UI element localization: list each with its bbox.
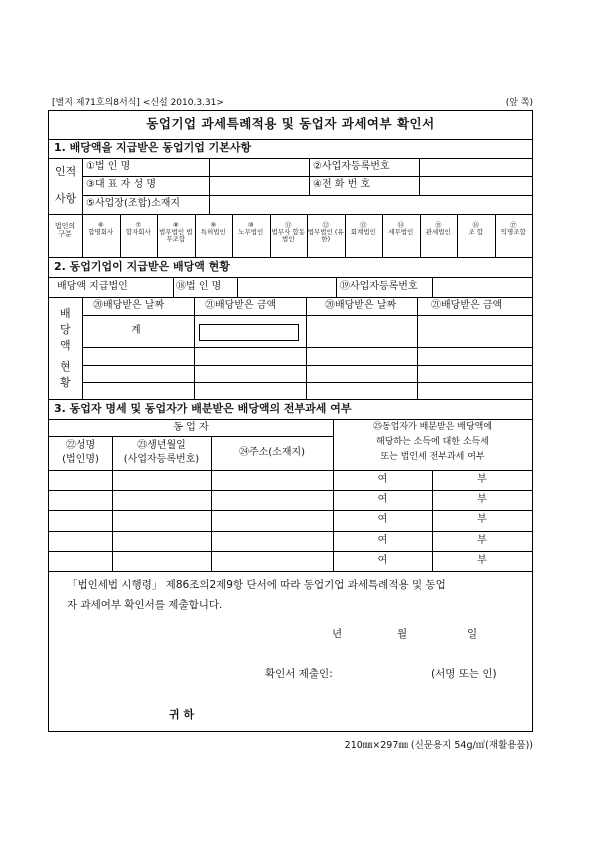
col-dividend-date: ⑳배당받은 날짜 — [93, 300, 165, 311]
corp-type-num: ⑬ — [360, 221, 367, 229]
corp-type-8 — [345, 222, 383, 236]
biz-reg-no-label: ②사업자등록번호 — [313, 161, 390, 172]
section1-heading: 1. 배당액을 지급받은 동업기업 기본사항 — [54, 141, 252, 154]
tax-no-option[interactable]: 부 — [477, 474, 487, 485]
dividend-side-label-1: 배 — [60, 307, 71, 320]
corp-type-num: ⑩ — [247, 221, 254, 229]
corp-type-name: 관세법인 — [425, 228, 451, 237]
col-partner-name-2: (법인명) — [62, 454, 99, 465]
date-day: 일 — [467, 628, 478, 640]
partner-header: 동 업 자 — [173, 422, 209, 433]
total-label: 계 — [131, 325, 141, 336]
phone-label: ④전 화 번 호 — [313, 179, 371, 190]
corp-type-12 — [495, 222, 533, 236]
col-tax-2: 해당하는 소득에 대한 소득세 — [376, 437, 489, 447]
corp-type-2 — [120, 222, 158, 236]
tax-yes-option[interactable]: 여 — [377, 514, 388, 526]
form-number: [별지 제71호의8서식] <신설 2010.3.31> — [52, 98, 224, 108]
col-dividend-amount: ㉑배당받은 금액 — [205, 300, 277, 311]
corp-type-name: 노무법인 — [238, 228, 264, 237]
dividend-side-label-6: 황 — [60, 376, 71, 389]
tax-no-option[interactable]: 부 — [477, 494, 487, 506]
page-side-label: (앞 쪽) — [505, 98, 533, 108]
corp-type-1 — [82, 222, 120, 236]
corp-type-name: 회계법인 — [350, 228, 376, 237]
paper-spec-footer: 210㎜×297㎜ (신문용지 54g/㎡(재활용품)) — [344, 740, 533, 751]
col-tax-3: 또는 법인세 전부과세 여부 — [380, 452, 485, 462]
personal-info-label-1: 인적 — [55, 165, 77, 178]
corp-type-9 — [382, 222, 420, 236]
col-tax-1: ㉕동업자가 배분받은 배당액에 — [372, 422, 493, 432]
submitter-label: 확인서 제출인: — [265, 668, 333, 680]
corp-type-num: ⑮ — [435, 221, 442, 229]
corp-type-num: ⑦ — [135, 221, 142, 229]
statement-line-1: 「법인세법 시행령」 제86조의2제9항 단서에 따라 동업기업 과세특례적용 및 동업 — [67, 579, 446, 591]
corp-type-name: 법무법인 법무조합 — [159, 228, 193, 244]
signature-label: (서명 또는 인) — [431, 668, 497, 680]
representative-label: ③대 표 자 성 명 — [86, 179, 156, 190]
corp-type-label: 법인의 구분 — [54, 222, 76, 238]
corp-type-3 — [157, 222, 195, 243]
statement-line-2: 자 과세여부 확인서를 제출합니다. — [67, 599, 223, 611]
corp-type-5 — [232, 222, 270, 236]
corp-type-4 — [195, 222, 233, 236]
corp-type-name: 세무법인 — [388, 228, 414, 237]
payer-label: 배당액 지급법인 — [57, 281, 128, 292]
corp-type-name: 특허법인 — [200, 228, 226, 237]
date-month: 월 — [397, 628, 408, 640]
corp-type-name: 조 합 — [468, 228, 484, 237]
corp-type-name: 합명회사 — [88, 228, 114, 237]
tax-no-option[interactable]: 부 — [477, 514, 487, 526]
tax-no-option[interactable]: 부 — [477, 534, 487, 546]
corp-name-label: ①법 인 명 — [86, 161, 131, 172]
address-label: ⑤사업장(조합)소재지 — [86, 198, 181, 209]
corp-type-num: ⑭ — [397, 221, 404, 229]
col-partner-name-1: ㉒성명 — [65, 440, 96, 451]
col-partner-address: ㉔주소(소재지) — [238, 447, 306, 458]
corp-type-num: ⑯ — [472, 221, 479, 229]
dividend-side-label-2: 당 — [60, 323, 71, 336]
dividend-side-label-3: 액 — [60, 339, 71, 352]
payer-biz-no-label: ⑲사업자등록번호 — [340, 281, 418, 292]
total-amount-field[interactable] — [199, 324, 299, 341]
payer-corp-name-label: ⑱법 인 명 — [176, 281, 222, 292]
corp-type-num: ⑰ — [510, 221, 517, 229]
col-dividend-date-2: ⑳배당받은 날짜 — [325, 300, 397, 311]
col-partner-birth-2: (사업자등록번호) — [123, 454, 200, 465]
corp-type-num: ⑫ — [322, 221, 329, 229]
corp-type-6 — [270, 222, 308, 243]
dividend-side-label-5: 현 — [60, 360, 71, 373]
corp-type-name: 법무법인 (유한) — [307, 228, 344, 244]
recipient-label: 귀 하 — [169, 708, 195, 721]
corp-type-num: ⑧ — [172, 221, 179, 229]
tax-yes-option[interactable]: 여 — [377, 494, 388, 506]
col-partner-birth-1: ㉓생년월일 — [137, 440, 186, 451]
col-dividend-amount-2: ㉑배당받은 금액 — [431, 300, 503, 311]
corp-type-7 — [307, 222, 345, 243]
tax-yes-option[interactable]: 여 — [377, 554, 388, 566]
personal-info-label-2: 사항 — [55, 192, 77, 205]
confirmation-form — [48, 110, 533, 732]
corp-type-name: 합자회사 — [125, 228, 151, 237]
form-title: 동업기업 과세특례적용 및 동업자 과세여부 확인서 — [146, 116, 435, 131]
corp-type-11 — [457, 222, 495, 236]
corp-type-num: ⑨ — [210, 221, 217, 229]
date-year: 년 — [332, 628, 343, 640]
corp-type-10 — [420, 222, 458, 236]
tax-yes-option[interactable]: 여 — [377, 534, 388, 546]
corp-type-num: ⑥ — [97, 221, 104, 229]
corp-type-num: ⑪ — [285, 221, 292, 229]
tax-yes-option[interactable]: 여 — [377, 474, 388, 485]
section2-heading: 2. 동업기업이 지급받은 배당액 현황 — [54, 260, 230, 273]
corp-type-name: 익명조합 — [500, 228, 526, 237]
section3-heading: 3. 동업자 명세 및 동업자가 배분받은 배당액의 전부과세 여부 — [54, 402, 352, 415]
tax-no-option[interactable]: 부 — [477, 554, 487, 566]
corp-type-name: 법무사 합동법인 — [271, 228, 305, 244]
